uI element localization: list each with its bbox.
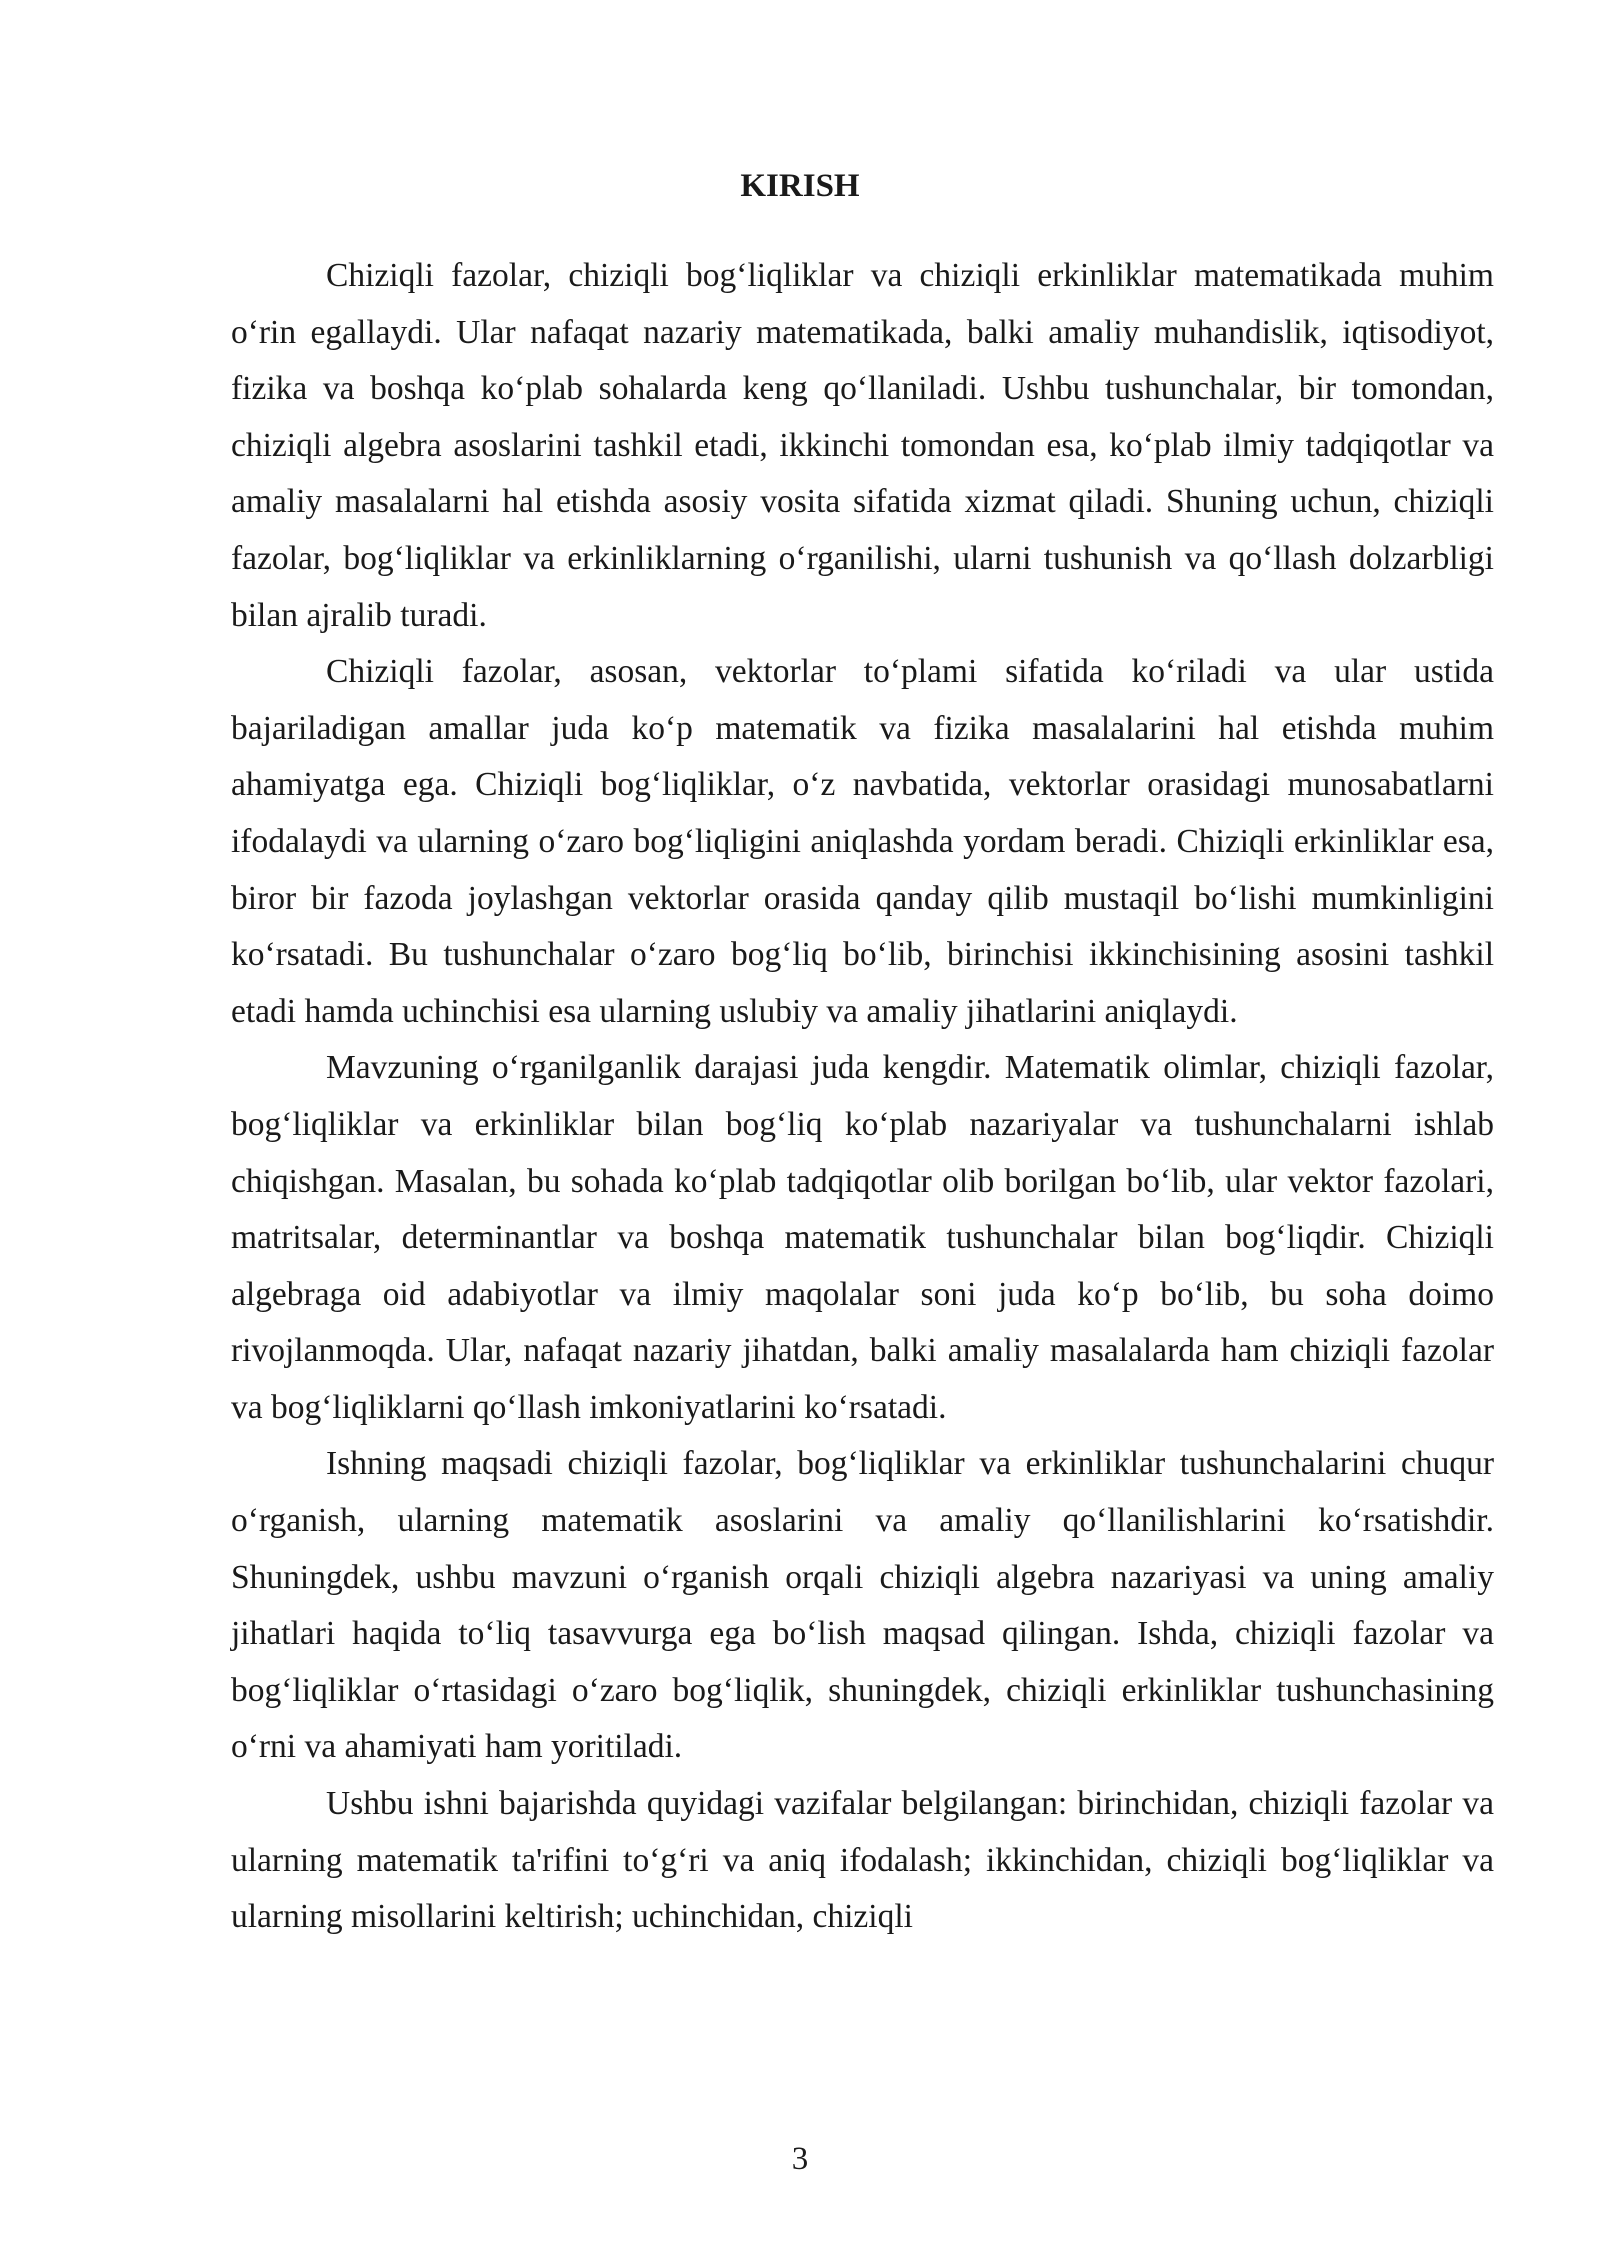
- paragraph-3: Mavzuning o‘rganilganlik darajasi juda kengdir. Matematik olimlar, chiziqli fazolar, bog‘liqliklar va erkinliklar bilan bog‘liq ko‘plab nazariyalar va tushunchalarni ishlab chiqishgan. Masalan, bu sohada ko‘plab tadqiqotlar olib borilgan bo‘lib, ular vektor fazolari, matritsalar, determinantlar va boshqa matematik tushunchalar bilan bog‘liqdir. Chiziqli algebraga oid adabiyotlar va ilmiy maqolalar soni juda ko‘p bo‘lib, bu soha doimo rivojlanmoqda. Ular, nafaqat nazariy jihatdan, balki amaliy masalalarda ham chiziqli fazolar va bog‘liqliklarni qo‘llash imkoniyatlarini ko‘rsatadi.: [231, 1049, 1494, 1426]
- paragraph-1: Chiziqli fazolar, chiziqli bog‘liqliklar va chiziqli erkinliklar matematikada muhim o‘rin egallaydi. Ular nafaqat nazariy matematikada, balki amaliy muhandislik, iqtisodiyot, fizika va boshqa ko‘plab sohalarda keng qo‘llaniladi. Ushbu tushunchalar, bir tomondan, chiziqli algebra asoslarini tashkil etadi, ikkinchi tomondan esa, ko‘plab ilmiy tadqiqotlar va amaliy masalalarni hal etishda asosiy vosita sifatida xizmat qiladi. Shuning uchun, chiziqli fazolar, bog‘liqliklar va erkinliklarning o‘rganilishi, ularni tushunish va qo‘llash dolzarbligi bilan ajralib turadi.: [231, 257, 1494, 634]
- paragraph-2: Chiziqli fazolar, asosan, vektorlar to‘plami sifatida ko‘riladi va ular ustida bajariladigan amallar juda ko‘p matematik va fizika masalalarini hal etishda muhim ahamiyatga ega. Chiziqli bog‘liqliklar, o‘z navbatida, vektorlar orasidagi munosabatlarni ifodalaydi va ularning o‘zaro bog‘liqligini aniqlashda yordam beradi. Chiziqli erkinliklar esa, biror bir fazoda joylashgan vektorlar orasida qanday qilib mustaqil bo‘lishi mumkinligini ko‘rsatadi. Bu tushunchalar o‘zaro bog‘liq bo‘lib, birinchisi ikkinchisining asosini tashkil etadi hamda uchinchisi esa ularning uslubiy va amaliy jihatlarini aniqlaydi.: [231, 653, 1494, 1030]
- page-title: KIRISH: [740, 168, 860, 204]
- paragraph-4: Ishning maqsadi chiziqli fazolar, bog‘liqliklar va erkinliklar tushunchalarini chuqur o‘rganish, ularning matematik asoslarini va amaliy qo‘llanilishlarini ko‘rsatishdir. Shuningdek, ushbu mavzuni o‘rganish orqali chiziqli algebra nazariyasi va uning amaliy jihatlari haqida to‘liq tasavvurga ega bo‘lish maqsad qilingan. Ishda, chiziqli fazolar va bog‘liqliklar o‘rtasidagi o‘zaro bog‘liqlik, shuningdek, chiziqli erkinliklar tushunchasining o‘rni va ahamiyati ham yoritiladi.: [231, 1445, 1494, 1766]
- page-number: 3: [791, 2141, 809, 2177]
- body-text: [231, 248, 1494, 1946]
- paragraph-5: Ushbu ishni bajarishda quyidagi vazifalar belgilangan: birinchidan, chiziqli fazolar va ularning matematik ta'rifini to‘g‘ri va aniq ifodalash; ikkinchidan, chiziqli bog‘liqliklar va ularning misollarini keltirish; uchinchidan, chiziqli: [231, 1785, 1494, 1936]
